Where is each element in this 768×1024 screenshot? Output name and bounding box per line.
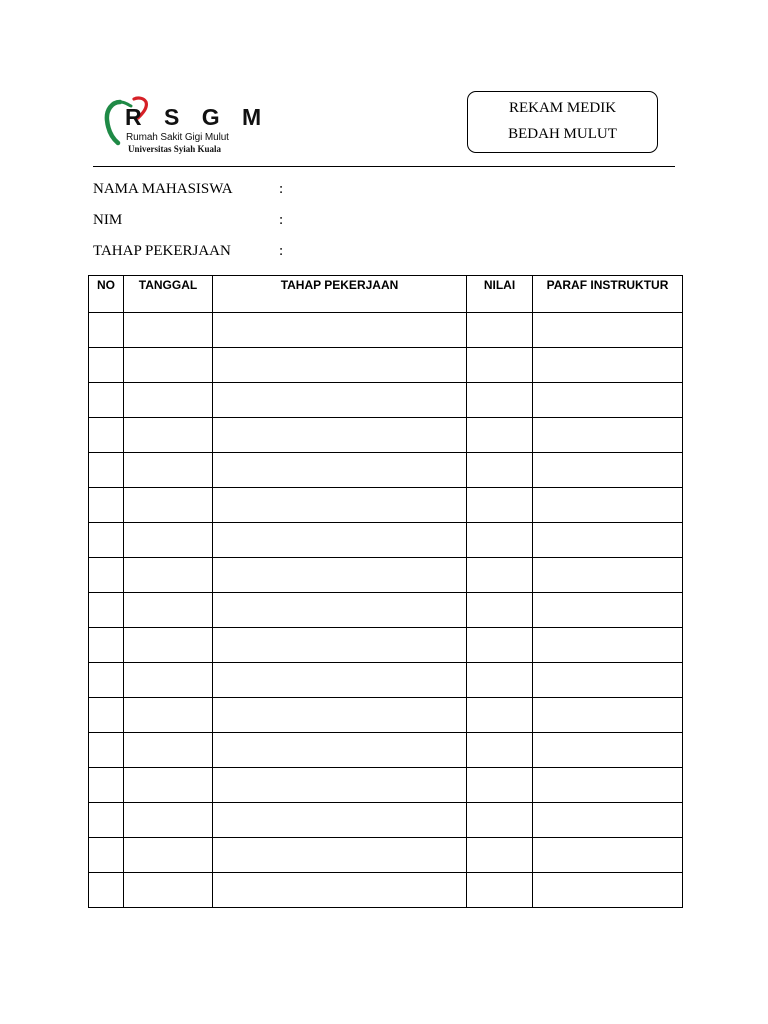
- table-row: [89, 348, 683, 383]
- cell-nilai[interactable]: [467, 488, 533, 523]
- cell-paraf-instruktur[interactable]: [533, 663, 683, 698]
- title-line-2: BEDAH MULUT: [508, 126, 617, 142]
- cell-nilai[interactable]: [467, 418, 533, 453]
- cell-paraf-instruktur[interactable]: [533, 873, 683, 908]
- cell-no[interactable]: [89, 733, 124, 768]
- cell-no[interactable]: [89, 383, 124, 418]
- cell-nilai[interactable]: [467, 873, 533, 908]
- field-label: NAMA MAHASISWA: [93, 181, 233, 197]
- cell-tahap-pekerjaan[interactable]: [213, 523, 467, 558]
- cell-no[interactable]: [89, 558, 124, 593]
- table-row: [89, 523, 683, 558]
- header-nilai: NILAI: [467, 276, 533, 313]
- cell-tanggal[interactable]: [124, 593, 213, 628]
- cell-paraf-instruktur[interactable]: [533, 488, 683, 523]
- cell-no[interactable]: [89, 348, 124, 383]
- cell-no[interactable]: [89, 698, 124, 733]
- cell-no[interactable]: [89, 628, 124, 663]
- cell-tanggal[interactable]: [124, 418, 213, 453]
- table-row: [89, 698, 683, 733]
- header-paraf-instruktur: PARAF INSTRUKTUR: [533, 276, 683, 313]
- cell-nilai[interactable]: [467, 348, 533, 383]
- cell-tahap-pekerjaan[interactable]: [213, 838, 467, 873]
- cell-tanggal[interactable]: [124, 698, 213, 733]
- table-row: [89, 488, 683, 523]
- cell-no[interactable]: [89, 453, 124, 488]
- cell-paraf-instruktur[interactable]: [533, 558, 683, 593]
- cell-tanggal[interactable]: [124, 313, 213, 348]
- table-row: [89, 558, 683, 593]
- cell-no[interactable]: [89, 523, 124, 558]
- cell-tahap-pekerjaan[interactable]: [213, 733, 467, 768]
- cell-nilai[interactable]: [467, 838, 533, 873]
- table-body: [89, 313, 683, 908]
- cell-tahap-pekerjaan[interactable]: [213, 628, 467, 663]
- work-log-table: [88, 275, 683, 908]
- cell-tanggal[interactable]: [124, 838, 213, 873]
- table-row: [89, 628, 683, 663]
- cell-tahap-pekerjaan[interactable]: [213, 558, 467, 593]
- cell-tanggal[interactable]: [124, 803, 213, 838]
- cell-nilai[interactable]: [467, 803, 533, 838]
- cell-paraf-instruktur[interactable]: [533, 803, 683, 838]
- field-colon: :: [279, 181, 284, 197]
- table-row: [89, 418, 683, 453]
- title-line-1: REKAM MEDIK: [508, 100, 617, 116]
- cell-tahap-pekerjaan[interactable]: [213, 383, 467, 418]
- rsgm-logo: [104, 96, 270, 158]
- table-row: [89, 593, 683, 628]
- cell-tahap-pekerjaan[interactable]: [213, 418, 467, 453]
- header-no: NO: [89, 276, 124, 313]
- table-row: [89, 768, 683, 803]
- table-row: [89, 873, 683, 908]
- table-header-row: [89, 276, 683, 313]
- cell-tahap-pekerjaan[interactable]: [213, 768, 467, 803]
- cell-tahap-pekerjaan[interactable]: [213, 488, 467, 523]
- table-row: [89, 313, 683, 348]
- field-label: TAHAP PEKERJAAN: [93, 243, 231, 259]
- cell-tahap-pekerjaan[interactable]: [213, 453, 467, 488]
- header-divider: [93, 166, 675, 167]
- cell-paraf-instruktur[interactable]: [533, 453, 683, 488]
- cell-nilai[interactable]: [467, 383, 533, 418]
- cell-paraf-instruktur[interactable]: [533, 383, 683, 418]
- cell-tahap-pekerjaan[interactable]: [213, 663, 467, 698]
- cell-tanggal[interactable]: [124, 768, 213, 803]
- cell-tanggal[interactable]: [124, 628, 213, 663]
- cell-tahap-pekerjaan[interactable]: [213, 698, 467, 733]
- cell-tahap-pekerjaan[interactable]: [213, 873, 467, 908]
- table-row: [89, 838, 683, 873]
- cell-no[interactable]: [89, 593, 124, 628]
- cell-paraf-instruktur[interactable]: [533, 733, 683, 768]
- cell-nilai[interactable]: [467, 663, 533, 698]
- cell-tanggal[interactable]: [124, 558, 213, 593]
- cell-nilai[interactable]: [467, 558, 533, 593]
- cell-paraf-instruktur[interactable]: [533, 698, 683, 733]
- cell-nilai[interactable]: [467, 628, 533, 663]
- cell-no[interactable]: [89, 838, 124, 873]
- header-tahap-pekerjaan: TAHAP PEKERJAAN: [213, 276, 467, 313]
- cell-nilai[interactable]: [467, 698, 533, 733]
- cell-tahap-pekerjaan[interactable]: [213, 348, 467, 383]
- table-row: [89, 453, 683, 488]
- logo-university: Universitas Syiah Kuala: [128, 144, 222, 154]
- cell-paraf-instruktur[interactable]: [533, 348, 683, 383]
- cell-nilai[interactable]: [467, 768, 533, 803]
- cell-paraf-instruktur[interactable]: [533, 593, 683, 628]
- field-colon: :: [279, 243, 284, 259]
- cell-tanggal[interactable]: [124, 488, 213, 523]
- cell-paraf-instruktur[interactable]: [533, 418, 683, 453]
- cell-no[interactable]: [89, 488, 124, 523]
- cell-no[interactable]: [89, 873, 124, 908]
- field-nama-mahasiswa: [93, 181, 284, 198]
- cell-no[interactable]: [89, 663, 124, 698]
- cell-nilai[interactable]: [467, 523, 533, 558]
- field-label: NIM: [93, 212, 123, 228]
- cell-tanggal[interactable]: [124, 453, 213, 488]
- cell-paraf-instruktur[interactable]: [533, 313, 683, 348]
- field-nim: [93, 212, 284, 229]
- cell-tahap-pekerjaan[interactable]: [213, 593, 467, 628]
- table-row: [89, 733, 683, 768]
- cell-no[interactable]: [89, 803, 124, 838]
- cell-tahap-pekerjaan[interactable]: [213, 313, 467, 348]
- cell-no[interactable]: [89, 768, 124, 803]
- logo-hospital-name: Rumah Sakit Gigi Mulut: [126, 132, 229, 143]
- title-box: [467, 91, 658, 153]
- cell-no[interactable]: [89, 418, 124, 453]
- table-row: [89, 803, 683, 838]
- cell-tahap-pekerjaan[interactable]: [213, 803, 467, 838]
- header-tanggal: TANGGAL: [124, 276, 213, 313]
- cell-paraf-instruktur[interactable]: [533, 838, 683, 873]
- cell-nilai[interactable]: [467, 733, 533, 768]
- logo-letters: R S G M: [125, 104, 270, 130]
- cell-nilai[interactable]: [467, 453, 533, 488]
- cell-nilai[interactable]: [467, 313, 533, 348]
- cell-tanggal[interactable]: [124, 873, 213, 908]
- field-tahap-pekerjaan: [93, 243, 284, 260]
- cell-tanggal[interactable]: [124, 663, 213, 698]
- cell-paraf-instruktur[interactable]: [533, 768, 683, 803]
- table-row: [89, 383, 683, 418]
- cell-nilai[interactable]: [467, 593, 533, 628]
- cell-tanggal[interactable]: [124, 523, 213, 558]
- field-colon: :: [279, 212, 284, 228]
- cell-tanggal[interactable]: [124, 733, 213, 768]
- cell-tanggal[interactable]: [124, 348, 213, 383]
- cell-tanggal[interactable]: [124, 383, 213, 418]
- cell-paraf-instruktur[interactable]: [533, 523, 683, 558]
- cell-paraf-instruktur[interactable]: [533, 628, 683, 663]
- cell-no[interactable]: [89, 313, 124, 348]
- table-row: [89, 663, 683, 698]
